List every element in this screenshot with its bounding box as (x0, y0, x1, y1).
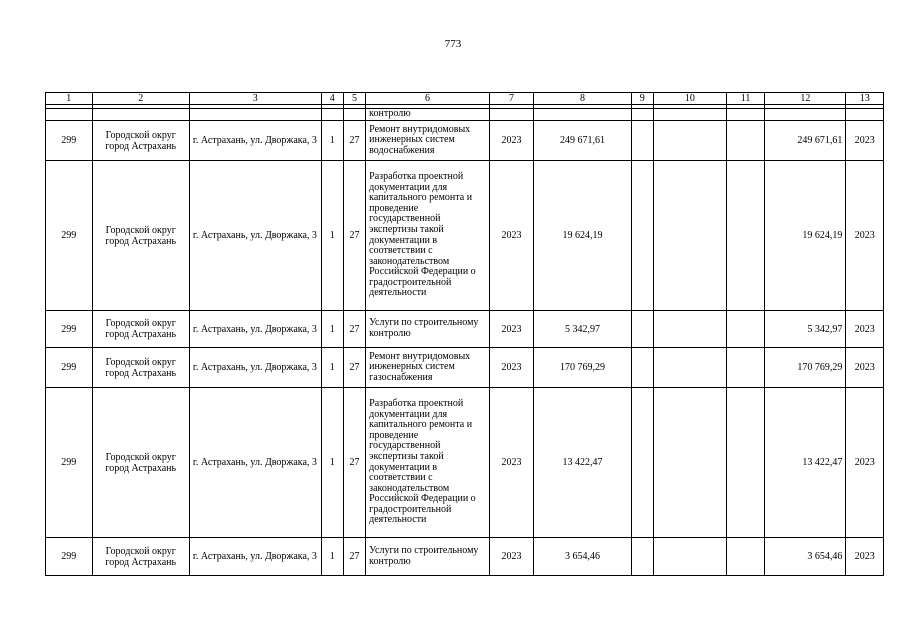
column-header: 3 (189, 93, 321, 105)
column-header: 13 (846, 93, 884, 105)
column-header: 6 (366, 93, 490, 105)
year-cell: 2023 (489, 121, 534, 161)
col5-cell: 27 (343, 388, 365, 538)
column-header: 7 (489, 93, 534, 105)
continuation-row (46, 109, 884, 121)
col12-cell: 249 671,61 (765, 121, 846, 161)
cost-cell: 13 422,47 (534, 388, 631, 538)
municipality-cell: Городской округ город Астрахань (92, 388, 189, 538)
col10-cell (653, 538, 726, 576)
col11-cell (726, 121, 765, 161)
column-header: 8 (534, 93, 631, 105)
col10-cell (653, 311, 726, 348)
col11-cell (726, 538, 765, 576)
year-cell: 2023 (489, 388, 534, 538)
continuation-text: контролю (366, 109, 490, 121)
column-header: 10 (653, 93, 726, 105)
col5-cell: 27 (343, 311, 365, 348)
col12-cell: 13 422,47 (765, 388, 846, 538)
work-type-cell: Разработка проектной документации для капитального ремонта и проведение государственной экспертизы такой документации в соответствии с законодательством Российской Федерации о градостроительной деятельности (366, 388, 490, 538)
col5-cell: 27 (343, 348, 365, 388)
column-header: 4 (321, 93, 343, 105)
col9-cell (631, 538, 653, 576)
work-type-cell: Ремонт внутридомовых инженерных систем газоснабжения (366, 348, 490, 388)
cost-cell: 249 671,61 (534, 121, 631, 161)
table-row (46, 348, 884, 388)
col13-cell: 2023 (846, 388, 884, 538)
col13-cell: 2023 (846, 121, 884, 161)
row-number: 299 (46, 121, 93, 161)
row-number: 299 (46, 348, 93, 388)
column-header: 2 (92, 93, 189, 105)
work-type-cell: Разработка проектной документации для капитального ремонта и проведение государственной экспертизы такой документации в соответствии с законодательством Российской Федерации о градостроительной деятельности (366, 161, 490, 311)
municipality-cell: Городской округ город Астрахань (92, 311, 189, 348)
col9-cell (631, 388, 653, 538)
year-cell: 2023 (489, 161, 534, 311)
address-cell: г. Астрахань, ул. Дворжака, 3 (189, 538, 321, 576)
cost-cell: 19 624,19 (534, 161, 631, 311)
table-row (46, 311, 884, 348)
row-number: 299 (46, 538, 93, 576)
col12-cell: 3 654,46 (765, 538, 846, 576)
col9-cell (631, 121, 653, 161)
col5-cell: 27 (343, 161, 365, 311)
address-cell: г. Астрахань, ул. Дворжака, 3 (189, 348, 321, 388)
column-header: 1 (46, 93, 93, 105)
table-row (46, 538, 884, 576)
work-type-cell: Услуги по строительному контролю (366, 311, 490, 348)
row-number: 299 (46, 161, 93, 311)
col12-cell: 5 342,97 (765, 311, 846, 348)
year-cell: 2023 (489, 538, 534, 576)
cost-cell: 170 769,29 (534, 348, 631, 388)
cost-cell: 5 342,97 (534, 311, 631, 348)
column-number-row (46, 93, 884, 105)
col13-cell: 2023 (846, 311, 884, 348)
col4-cell: 1 (321, 388, 343, 538)
col13-cell: 2023 (846, 348, 884, 388)
col10-cell (653, 348, 726, 388)
column-header: 12 (765, 93, 846, 105)
col11-cell (726, 161, 765, 311)
address-cell: г. Астрахань, ул. Дворжака, 3 (189, 311, 321, 348)
col4-cell: 1 (321, 161, 343, 311)
municipality-cell: Городской округ город Астрахань (92, 348, 189, 388)
row-number: 299 (46, 311, 93, 348)
municipality-cell: Городской округ город Астрахань (92, 121, 189, 161)
address-cell: г. Астрахань, ул. Дворжака, 3 (189, 121, 321, 161)
municipality-cell: Городской округ город Астрахань (92, 538, 189, 576)
column-header: 5 (343, 93, 365, 105)
table-row (46, 161, 884, 311)
col4-cell: 1 (321, 348, 343, 388)
col5-cell: 27 (343, 121, 365, 161)
col11-cell (726, 311, 765, 348)
address-cell: г. Астрахань, ул. Дворжака, 3 (189, 161, 321, 311)
address-cell: г. Астрахань, ул. Дворжака, 3 (189, 388, 321, 538)
table-row (46, 388, 884, 538)
register-table (45, 92, 884, 576)
work-type-cell: Ремонт внутридомовых инженерных систем водоснабжения (366, 121, 490, 161)
table-row (46, 121, 884, 161)
col13-cell: 2023 (846, 161, 884, 311)
col4-cell: 1 (321, 311, 343, 348)
col13-cell: 2023 (846, 538, 884, 576)
col11-cell (726, 348, 765, 388)
col4-cell: 1 (321, 538, 343, 576)
column-header: 11 (726, 93, 765, 105)
col11-cell (726, 388, 765, 538)
year-cell: 2023 (489, 311, 534, 348)
page-number: 773 (444, 38, 462, 50)
col10-cell (653, 161, 726, 311)
year-cell: 2023 (489, 348, 534, 388)
col12-cell: 170 769,29 (765, 348, 846, 388)
work-type-cell: Услуги по строительному контролю (366, 538, 490, 576)
row-number: 299 (46, 388, 93, 538)
column-header: 9 (631, 93, 653, 105)
col4-cell: 1 (321, 121, 343, 161)
col5-cell: 27 (343, 538, 365, 576)
col12-cell: 19 624,19 (765, 161, 846, 311)
col9-cell (631, 348, 653, 388)
col10-cell (653, 388, 726, 538)
col9-cell (631, 311, 653, 348)
municipality-cell: Городской округ город Астрахань (92, 161, 189, 311)
cost-cell: 3 654,46 (534, 538, 631, 576)
col10-cell (653, 121, 726, 161)
col9-cell (631, 161, 653, 311)
